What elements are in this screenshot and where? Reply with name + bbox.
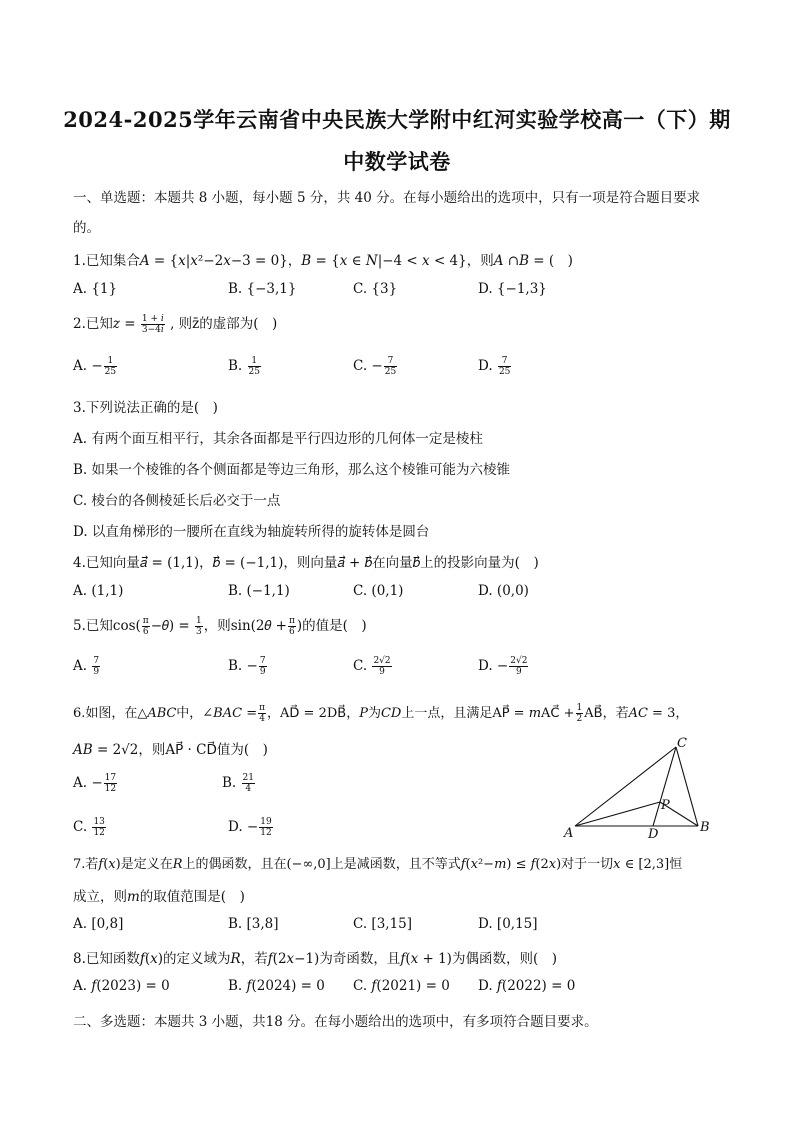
q2-frac-num: 1 + 𝑖 xyxy=(141,314,164,324)
q2-stem-post: , 则z̄的虚部为( ) xyxy=(170,316,278,332)
q4-option-a: A. (1,1) xyxy=(73,583,124,599)
section1-heading-cont: 的。 xyxy=(73,220,100,236)
section2-heading: 二、多选题：本题共 3 小题，共18 分。在每小题给出的选项中，有多项符合题目要求。 xyxy=(73,1014,598,1030)
q4-option-b: B. (−1,1) xyxy=(228,583,290,599)
q2-d-num: 7 xyxy=(498,356,511,367)
q5-d-num: 2√2 xyxy=(510,656,528,666)
q4-stem: 4.已知向量𝑎⃗ = (1,1)，𝑏⃗ = (−1,1)，则向量𝑎⃗ + 𝑏⃗在向量𝑏⃗上的投影向量为( ) xyxy=(73,555,539,571)
q2-stem-pre: 2.已知𝑧 = xyxy=(73,316,136,332)
q3-option-c: C. 棱台的各侧棱延长后必交于一点 xyxy=(73,493,281,509)
q2-b-den: 25 xyxy=(248,367,260,377)
q5-d-pre: D. − xyxy=(478,658,509,674)
q6-d-den: 12 xyxy=(260,828,272,838)
q7-option-c: C. [3,15] xyxy=(353,916,413,932)
q5-b-pre: B. − xyxy=(228,658,258,674)
q7-option-a: A. [0,8] xyxy=(73,916,124,932)
q6-b-den: 4 xyxy=(245,784,252,794)
q6-angle-num: π xyxy=(259,703,266,713)
q5-option-b xyxy=(228,656,268,677)
q5-c-den: 9 xyxy=(379,667,385,677)
q6-a-pre: A. − xyxy=(73,775,103,791)
q7-option-b: B. [3,8] xyxy=(228,916,279,932)
q5-f3-den: 6 xyxy=(289,627,295,637)
q5-option-c xyxy=(353,656,393,677)
q5-f1-den: 6 xyxy=(142,627,149,637)
q2-d-den: 25 xyxy=(498,367,511,377)
q4-option-c: C. (0,1) xyxy=(353,583,404,599)
q7-option-d: D. [0,15] xyxy=(478,916,538,932)
q6-option-c xyxy=(73,817,107,838)
q5-f2-num: 1 xyxy=(195,616,202,626)
q8-option-a: A. 𝑓(2023) = 0 xyxy=(73,978,170,994)
q1-option-c: C. {3} xyxy=(353,281,398,297)
q6-half-num: 1 xyxy=(576,703,583,713)
q5-c-num: 2√2 xyxy=(373,656,391,666)
q5-a-pre: A. xyxy=(73,658,92,674)
label-a: A xyxy=(564,826,574,840)
q5-stem-mid1: −𝜃) = xyxy=(150,618,190,634)
q6-c-pre: C. xyxy=(73,819,92,835)
q2-option-c xyxy=(353,356,398,377)
label-p: P xyxy=(661,798,670,813)
q6-stem-line2: 𝐴𝐵 = 2√2，则AP⃗ · CD⃗值为( ) xyxy=(73,742,268,758)
exam-title-line2: 中数学试卷 xyxy=(343,149,451,174)
q2-b-pre: B. xyxy=(228,358,247,374)
q2-c-num: 7 xyxy=(384,356,397,367)
q6-c-den: 12 xyxy=(93,828,105,838)
q2-b-num: 1 xyxy=(248,356,261,367)
q6-a-num: 17 xyxy=(104,773,117,783)
q6-b-pre: B. xyxy=(222,775,241,791)
exam-title-line1: 2024-2025学年云南省中央民族大学附中红河实验学校高一（下）期 xyxy=(63,107,731,132)
q8-option-d: D. 𝑓(2022) = 0 xyxy=(478,978,576,994)
q5-a-den: 9 xyxy=(93,667,100,677)
q6-stem-pre: 6.如图，在△𝐴𝐵𝐶中，∠𝐵𝐴𝐶 = xyxy=(73,706,258,721)
q8-stem: 8.已知函数𝑓(𝑥)的定义域为𝑅，若𝑓(2𝑥−1)为奇函数，且𝑓(𝑥 + 1)为偶函数，则( ) xyxy=(73,951,557,967)
q5-b-num: 7 xyxy=(259,656,266,666)
q5-f3-num: π xyxy=(288,616,295,626)
q2-frac-den: 3−4𝑖 xyxy=(141,325,164,335)
q6-d-num: 19 xyxy=(260,817,272,827)
label-b: B xyxy=(700,820,710,835)
q8-option-c: C. 𝑓(2021) = 0 xyxy=(353,978,450,994)
q1-stem: 1.已知集合𝐴 = {𝑥|𝑥²−2𝑥−3 = 0}，𝐵 = {𝑥 ∈ 𝑁|−4 < 𝑥 < 4}，则𝐴 ∩𝐵 = ( ) xyxy=(73,253,573,269)
q6-triangle-figure xyxy=(560,735,720,840)
q5-a-num: 7 xyxy=(93,656,100,666)
q3-option-d: D. 以直角梯形的一腰所在直线为轴旋转所得的旋转体是圆台 xyxy=(73,524,430,540)
q6-a-den: 12 xyxy=(104,784,117,794)
q6-option-a xyxy=(73,773,118,794)
q6-stem-line1 xyxy=(73,702,688,724)
q5-b-den: 9 xyxy=(259,667,266,677)
q5-stem-mid2: ，则sin(2𝜃 + xyxy=(203,618,287,634)
q4-option-d: D. (0,0) xyxy=(478,583,529,599)
q3-stem: 3.下列说法正确的是( ) xyxy=(73,400,218,416)
q6-option-d xyxy=(228,817,274,838)
q2-c-den: 25 xyxy=(384,367,397,377)
q2-fraction xyxy=(141,314,165,335)
q2-d-pre: D. xyxy=(478,358,497,374)
q3-option-b: B. 如果一个棱锥的各个侧面都是等边三角形，那么这个棱锥可能为六棱锥 xyxy=(73,462,511,478)
q5-stem-post: )的值是( ) xyxy=(296,618,367,634)
label-c: C xyxy=(677,736,687,751)
q1-option-a: A. {1} xyxy=(73,281,118,297)
q5-f2-den: 3 xyxy=(195,627,202,637)
q7-stem-line1: 7.若𝑓(𝑥)是定义在𝑅上的偶函数，且在(−∞,0]上是减函数，且不等式𝑓(𝑥²−𝑚) ≤ 𝑓(2𝑥)对于一切𝑥 ∈ [2,3]恒 xyxy=(73,857,683,872)
segment-ac xyxy=(575,747,676,826)
q5-c-pre: C. xyxy=(353,658,372,674)
q2-a-den: 25 xyxy=(104,367,117,377)
label-d: D xyxy=(648,827,659,840)
q2-c-pre: C. − xyxy=(353,358,383,374)
q5-option-d xyxy=(478,656,529,677)
q6-d-pre: D. − xyxy=(228,819,259,835)
q5-stem xyxy=(73,614,367,637)
q6-half-den: 2 xyxy=(576,714,583,724)
q6-option-b xyxy=(222,773,256,794)
q5-stem-pre: 5.已知cos( xyxy=(73,618,141,634)
q2-option-a xyxy=(73,356,118,377)
q3-option-a: A. 有两个面互相平行，其余各面都是平行四边形的几何体一定是棱柱 xyxy=(73,431,483,447)
q1-option-b: B. {−3,1} xyxy=(228,281,297,297)
q7-stem-line2: 成立，则𝑚的取值范围是( ) xyxy=(73,889,245,905)
q2-option-d xyxy=(478,356,512,377)
segment-ap xyxy=(575,802,660,826)
q2-a-num: 1 xyxy=(104,356,117,367)
q5-f1-num: π xyxy=(142,616,149,626)
q6-angle-den: 4 xyxy=(259,714,265,724)
section1-heading: 一、单选题：本题共 8 小题，每小题 5 分，共 40 分。在每小题给出的选项中，只有一项是符合题目要求 xyxy=(73,190,701,206)
segment-cd xyxy=(653,747,676,826)
q2-option-b xyxy=(228,356,262,377)
q6-stem-mid: ，AD⃗ = 2DB⃗，𝑃为𝐶𝐷上一点，且满足AP⃗ = 𝑚AC⃗ + xyxy=(267,706,575,721)
q6-c-num: 13 xyxy=(93,817,105,827)
q6-b-num: 21 xyxy=(242,773,254,783)
q5-option-a xyxy=(73,656,101,677)
q5-d-den: 9 xyxy=(515,667,522,677)
q8-option-b: B. 𝑓(2024) = 0 xyxy=(228,978,325,994)
q2-stem xyxy=(73,312,277,335)
q1-option-d: D. {−1,3} xyxy=(478,281,547,297)
q6-stem-post: AB⃗，若𝐴𝐶 = 3， xyxy=(584,706,689,721)
q2-a-pre: A. − xyxy=(73,358,103,374)
